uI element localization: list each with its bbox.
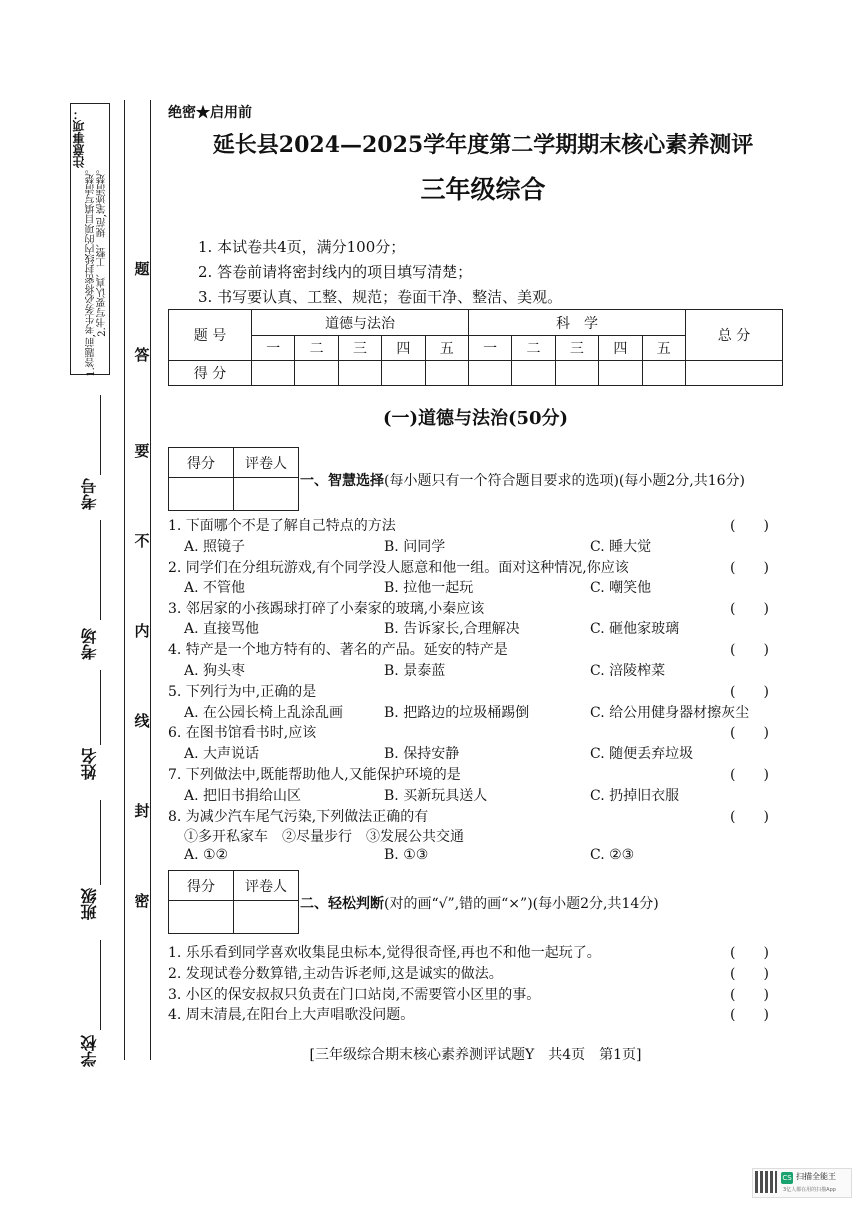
- instruction-3: 3. 书写要认真、工整、规范；卷面干净、整洁、美观。: [198, 288, 563, 306]
- score-table-col: 四: [599, 336, 642, 361]
- answer-paren[interactable]: ( ): [730, 725, 769, 741]
- section-title: (一)道德与法治(50分): [382, 408, 569, 429]
- score-cell[interactable]: [642, 361, 685, 386]
- total-score-cell[interactable]: [686, 361, 783, 386]
- part1-note: (每小题只有一个符合题目要求的选项)(每小题2分,共16分): [384, 473, 746, 489]
- question-stem: 2. 同学们在分组玩游戏,有个同学没人愿意和他一组。面对这种情况,你应该: [168, 560, 629, 576]
- answer-paren[interactable]: ( ): [730, 767, 769, 783]
- score-table: [168, 309, 783, 386]
- option-b: B. 问同学: [384, 539, 446, 555]
- score-table-group-morality: 道德与法治: [252, 310, 469, 336]
- camscanner-logo-icon: CS: [782, 1174, 792, 1182]
- notice-box: [70, 103, 110, 375]
- grader-score-cell[interactable]: [169, 901, 234, 934]
- option-b: B. 把路边的垃圾桶踢倒: [384, 705, 530, 721]
- grader-score-label: 得分: [169, 871, 234, 901]
- confidential-label: 绝密★启用前: [168, 105, 252, 121]
- option-b: B. 告诉家长,合理解决: [384, 621, 520, 637]
- field-school: 学校: [80, 1035, 99, 1067]
- notice-item-1: 1.答题前,考生务必将密封线内的项目填写清楚。: [86, 164, 97, 377]
- option-c: C. ②③: [590, 847, 635, 863]
- score-cell[interactable]: [468, 361, 511, 386]
- answer-paren[interactable]: ( ): [730, 966, 769, 982]
- score-table-col: 五: [642, 336, 685, 361]
- notice-title: 注意事项：: [72, 108, 86, 168]
- option-c: C. 睡大觉: [590, 539, 652, 555]
- seal-char: 题: [134, 260, 150, 278]
- option-a: A. 狗头枣: [184, 663, 246, 679]
- seal-char: 要: [134, 442, 150, 460]
- score-table-col: 一: [468, 336, 511, 361]
- answer-paren[interactable]: ( ): [730, 560, 769, 576]
- option-a: A. 在公园长椅上乱涂乱画: [184, 705, 344, 721]
- score-table-col: 三: [338, 336, 381, 361]
- seal-char: 密: [134, 892, 150, 910]
- field-name: 姓名: [80, 748, 99, 780]
- score-table-col: 三: [555, 336, 598, 361]
- score-cell[interactable]: [555, 361, 598, 386]
- score-table-col: 五: [425, 336, 468, 361]
- field-class-blank[interactable]: [100, 800, 101, 885]
- part2-heading: [300, 893, 659, 913]
- question-stem: 6. 在图书馆看书时,应该: [168, 725, 317, 741]
- option-a: A. ①②: [184, 847, 229, 863]
- seal-char: 内: [134, 622, 150, 640]
- grader-score-cell[interactable]: [169, 478, 234, 511]
- field-exam-room: 考场: [80, 628, 99, 660]
- answer-paren[interactable]: ( ): [730, 518, 769, 534]
- score-cell[interactable]: [425, 361, 468, 386]
- exam-subtitle: 三年级综合: [420, 175, 546, 204]
- grader-name-cell[interactable]: [234, 478, 299, 511]
- question-stem: 3. 邻居家的小孩踢球打碎了小秦家的玻璃,小秦应该: [168, 601, 485, 617]
- score-cell[interactable]: [599, 361, 642, 386]
- judgment-question: 4. 周末清晨,在阳台上大声唱歌没问题。: [168, 1007, 415, 1023]
- score-table-col: 一: [252, 336, 295, 361]
- field-school-blank[interactable]: [100, 940, 101, 1030]
- part1-title: 一、智慧选择: [300, 473, 384, 489]
- option-b: B. 买新玩具送人: [384, 788, 488, 804]
- question-stem: 1. 下面哪个不是了解自己特点的方法: [168, 518, 396, 534]
- answer-paren[interactable]: ( ): [730, 642, 769, 658]
- answer-paren[interactable]: ( ): [730, 1007, 769, 1023]
- answer-paren[interactable]: ( ): [730, 601, 769, 617]
- seal-char: 不: [134, 532, 150, 550]
- part1-heading: [300, 470, 745, 490]
- score-table-col: 二: [512, 336, 555, 361]
- score-cell[interactable]: [295, 361, 338, 386]
- score-cell[interactable]: [252, 361, 295, 386]
- grader-score-label: 得分: [169, 448, 234, 478]
- field-exam-number-blank[interactable]: [100, 395, 101, 475]
- part2-note: (对的画“√”,错的画“×”)(每小题2分,共14分): [384, 896, 659, 912]
- option-c: C. 扔掉旧衣服: [590, 788, 680, 804]
- scanner-watermark: [752, 1168, 852, 1198]
- option-c: C. 砸他家玻璃: [590, 621, 680, 637]
- option-c: C. 给公用健身器材擦灰尘: [590, 705, 750, 721]
- score-cell[interactable]: [338, 361, 381, 386]
- question-stem: 7. 下列做法中,既能帮助他人,又能保护环境的是: [168, 767, 461, 783]
- score-table-col: 二: [295, 336, 338, 361]
- option-b: B. ①③: [384, 847, 429, 863]
- question-stem: 5. 下列行为中,正确的是: [168, 684, 317, 700]
- option-b: B. 保持安静: [384, 746, 460, 762]
- judgment-question: 3. 小区的保安叔叔只负责在门口站岗,不需要管小区里的事。: [168, 987, 541, 1003]
- field-name-blank[interactable]: [100, 670, 101, 745]
- instruction-1: 1. 本试卷共4页，满分100分；: [198, 238, 406, 256]
- answer-paren[interactable]: ( ): [730, 684, 769, 700]
- answer-paren[interactable]: ( ): [730, 987, 769, 1003]
- page-footer: [三年级综合期末核心素养测评试题Y 共4页 第1页]: [309, 1047, 642, 1063]
- grader-box-1: [168, 447, 299, 511]
- option-c: C. 涪陵榨菜: [590, 663, 666, 679]
- option-a: A. 照镜子: [184, 539, 246, 555]
- option-a: A. 不管他: [184, 580, 246, 596]
- instruction-2: 2. 答卷前请将密封线内的项目填写清楚；: [198, 263, 473, 281]
- grader-name-cell[interactable]: [234, 901, 299, 934]
- answer-paren[interactable]: ( ): [730, 945, 769, 961]
- judgment-question: 2. 发现试卷分数算错,主动告诉老师,这是诚实的做法。: [168, 966, 503, 982]
- field-exam-number: 考号: [80, 478, 99, 510]
- field-class: 班级: [80, 888, 99, 920]
- question-stem: 8. 为减少汽车尾气污染,下列做法正确的有: [168, 809, 429, 825]
- watermark-brand: 扫描全能王: [796, 1172, 836, 1181]
- judgment-question: 1. 乐乐看到同学喜欢收集昆虫标本,觉得很奇怪,再也不和他一起玩了。: [168, 945, 601, 961]
- grader-name-label: 评卷人: [234, 871, 299, 901]
- exam-title: 延长县2024—2025学年度第二学期期末核心素养测评: [212, 132, 754, 158]
- answer-paren[interactable]: ( ): [730, 809, 769, 825]
- option-b: B. 拉他一起玩: [384, 580, 474, 596]
- score-table-col: 四: [382, 336, 425, 361]
- part2-title: 二、轻松判断: [300, 896, 384, 912]
- score-table-total-label: 总 分: [686, 310, 783, 361]
- seal-line-left: [124, 100, 125, 1060]
- watermark-tagline: 3亿人都在用的扫描App: [783, 1187, 836, 1193]
- question-stem: 4. 特产是一个地方特有的、著名的产品。延安的特产是: [168, 642, 508, 658]
- grader-box-2: [168, 870, 299, 934]
- qr-code-icon: [755, 1171, 777, 1193]
- option-a: A. 把旧书捐给山区: [184, 788, 302, 804]
- option-a: A. 直接骂他: [184, 621, 260, 637]
- seal-line-right: [150, 100, 151, 1060]
- question-statements: ①多开私家车 ②尽量步行 ③发展公共交通: [184, 829, 464, 845]
- option-a: A. 大声说话: [184, 746, 260, 762]
- score-table-group-science: 科 学: [468, 310, 685, 336]
- field-exam-room-blank[interactable]: [100, 520, 101, 620]
- score-cell[interactable]: [512, 361, 555, 386]
- grader-name-label: 评卷人: [234, 448, 299, 478]
- score-table-score-label: 得 分: [169, 361, 252, 386]
- notice-item-2: 2.书写要认真、工整、规范,笔迹清楚。: [97, 164, 108, 337]
- option-c: C. 随便丢弃垃圾: [590, 746, 694, 762]
- option-b: B. 景泰蓝: [384, 663, 446, 679]
- seal-char: 线: [134, 712, 150, 730]
- seal-char: 答: [134, 346, 150, 364]
- seal-char: 封: [134, 802, 150, 820]
- option-c: C. 嘲笑他: [590, 580, 652, 596]
- score-cell[interactable]: [382, 361, 425, 386]
- score-table-header-label: 题 号: [169, 310, 252, 361]
